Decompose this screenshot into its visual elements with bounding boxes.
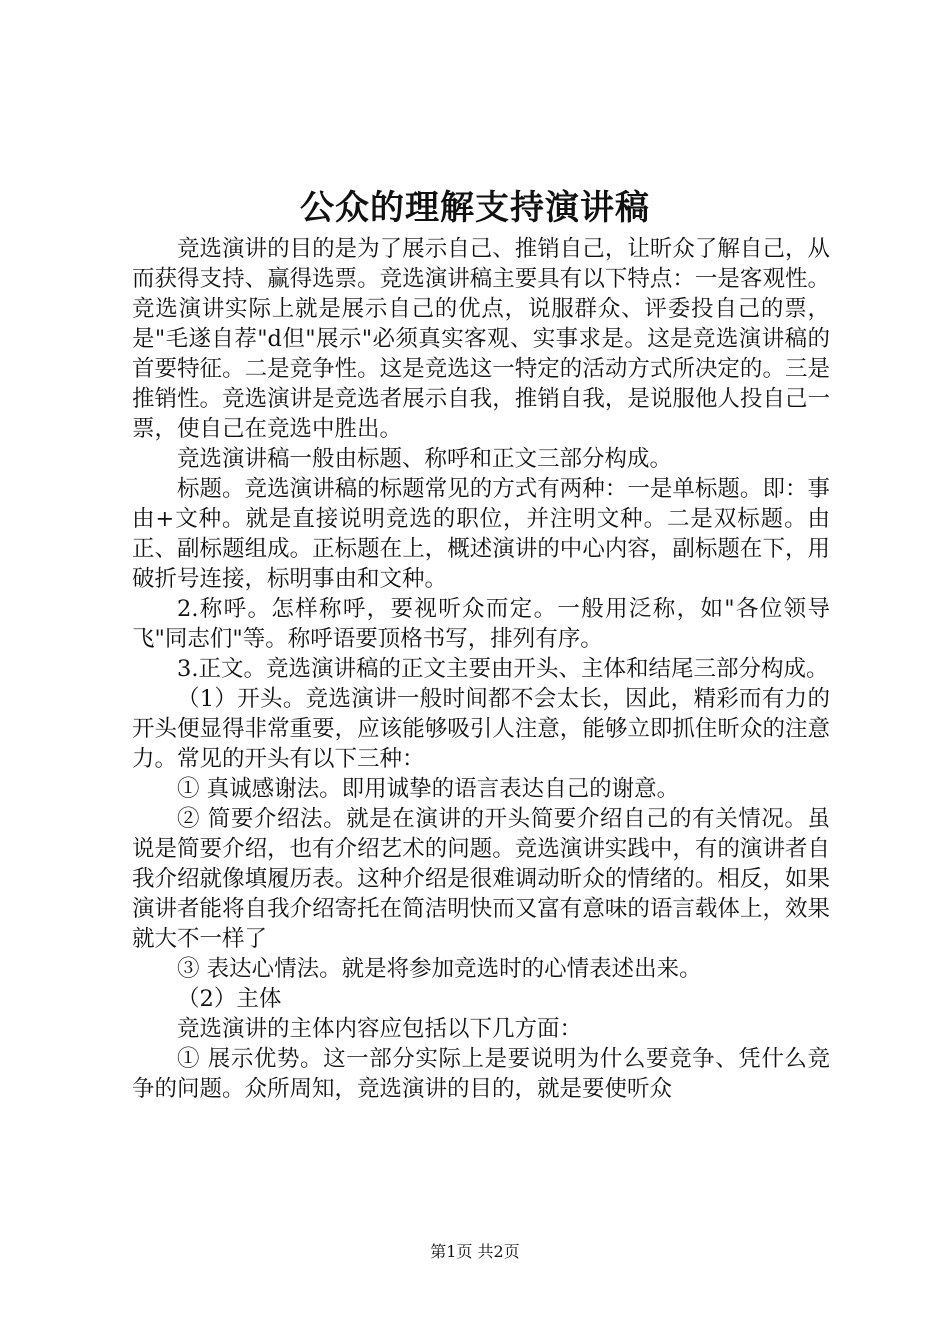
paragraph-main-content: 竞选演讲的主体内容应包括以下几方面： <box>177 1016 583 1042</box>
paragraph-structure: 竞选演讲稿一般由标题、称呼和正文三部分构成。 <box>177 446 673 472</box>
document-body <box>132 234 830 1104</box>
paragraph-main-heading: （2）主体 <box>177 986 282 1012</box>
paragraph-intro: 竞选演讲的目的是为了展示自己、推销自己，让昕众了解自己，从而获得支持、赢得选票。竞选演讲稿主要具有以下特点：一是客观性。竞选演讲实际上就是展示自己的优点，说服群众、评委投自己的票，是"毛遂自荐"d但"展示"必须真实客观、实事求是。这是竞选演讲稿的首要特征。二是竞争性。这是竞选这一特定的活动方式所决定的。三是推销性。竞选演讲是竞选者展示自我，推销自我，是说服他人投自己一票，使自己在竞选中胜出。 <box>132 236 830 442</box>
page-footer: 第1页 共2页 <box>430 1242 520 1261</box>
paragraph-method-feeling: ③ 表达心情法。就是将参加竞选时的心情表述出来。 <box>177 956 702 982</box>
paragraph-method-intro: ② 简要介绍法。就是在演讲的开头简要介绍自己的有关情况。虽说是简要介绍，也有介绍艺术的问题。竞选演讲实践中，有的演讲者自我介绍就像填履历表。这种介绍是很难调动昕众的情绪的。相反，如果演讲者能将自我介绍寄托在简洁明快而又富有意味的语言载体上，效果就大不一样了 <box>132 806 830 952</box>
paragraph-title-section: 标题。竞选演讲稿的标题常见的方式有两种：一是单标题。即：事由+文种。就是直接说明竞选的职位，并注明文种。二是双标题。由正、副标题组成。正标题在上，概述演讲的中心内容，副标题在下，用破折号连接，标明事由和文种。 <box>132 476 830 592</box>
paragraph-salutation: 2.称呼。怎样称呼，要视听众而定。一般用泛称，如"各位领导飞"同志们"等。称呼语要顶格书写，排列有序。 <box>132 596 830 652</box>
paragraph-opening: （1）开头。竞选演讲一般时间都不会太长，因此，精彩而有力的开头便显得非常重要，应该能够吸引人注意，能够立即抓住昕众的注意力。常见的开头有以下三种： <box>132 686 830 772</box>
paragraph-body-section: 3.正文。竞选演讲稿的正文主要由开头、主体和结尾三部分构成。 <box>177 656 829 682</box>
document-title: 公众的理解支持演讲稿 <box>300 188 650 228</box>
paragraph-show-strengths: ① 展示优势。这一部分实际上是要说明为什么要竞争、凭什么竞争的问题。众所周知，竞选演讲的目的，就是要使听众 <box>132 1046 830 1102</box>
paragraph-method-thanks: ① 真诚感谢法。即用诚挚的语言表达自己的谢意。 <box>177 776 680 802</box>
